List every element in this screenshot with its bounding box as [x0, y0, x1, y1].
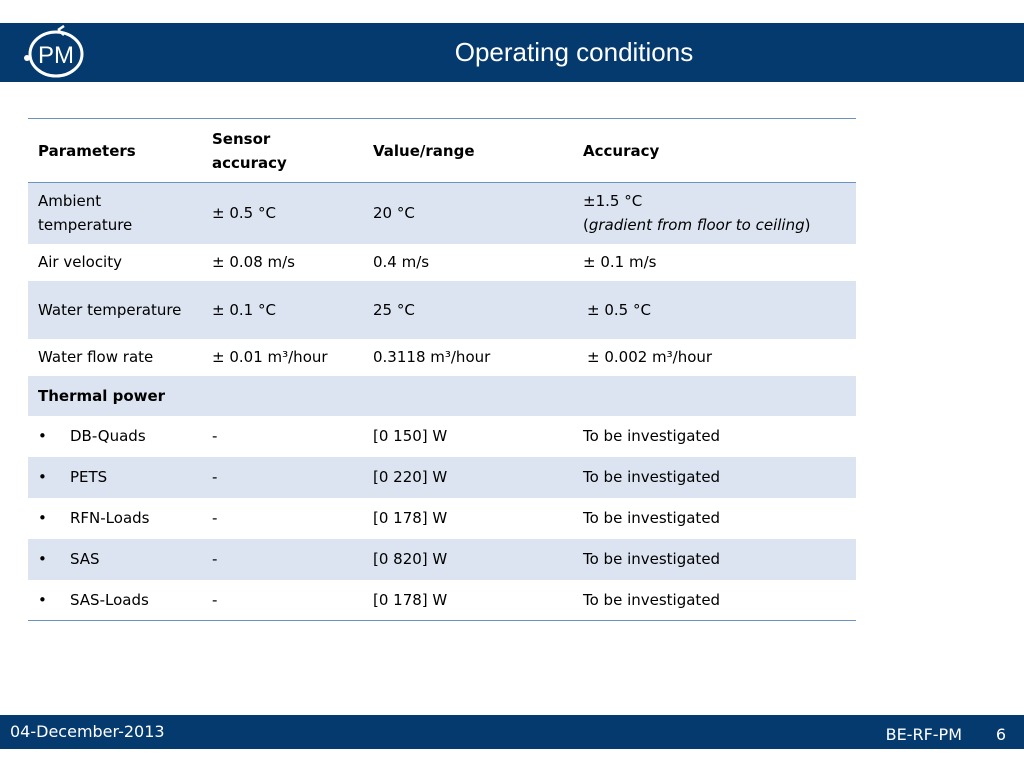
table-row-water-flow-rate [28, 339, 856, 376]
accuracy-cell: ± 0.002 m³/hour [587, 348, 713, 366]
accuracy-value: ±1.5 °C [583, 192, 643, 211]
param-cell: Water flow rate [38, 348, 154, 366]
table-row-item [28, 580, 856, 621]
item-name: RFN-Loads [70, 509, 150, 527]
accuracy-cell: To be investigated [573, 457, 856, 498]
bullet: • [38, 550, 47, 568]
logo-text: PM [38, 42, 74, 69]
item-name: SAS-Loads [70, 590, 149, 609]
sensor-cell: - [202, 539, 363, 580]
pm-logo-icon [18, 25, 92, 81]
logo [0, 23, 124, 82]
param-cell: Water temperature [28, 281, 202, 339]
item-name-cell [28, 457, 202, 498]
value-cell: 0.3118 m³/hour [373, 348, 491, 366]
item-name-cell [28, 580, 202, 621]
value-cell: [0 220] W [363, 457, 573, 498]
accuracy-cell: ± 0.5 °C [573, 281, 856, 339]
item-name-cell [28, 498, 202, 539]
bullet: • [38, 468, 47, 486]
value-cell: 25 °C [363, 281, 573, 339]
accuracy-cell: To be investigated [573, 539, 856, 580]
table-row-item [28, 457, 856, 498]
item-name: DB-Quads [70, 427, 146, 445]
sensor-cell: - [212, 427, 218, 445]
footer-bar [0, 715, 1024, 749]
value-cell: [0 150] W [373, 427, 448, 445]
accuracy-cell: ± 0.1 m/s [583, 253, 657, 271]
bullet: • [38, 427, 47, 445]
param-cell: Air velocity [38, 253, 122, 271]
accuracy-cell: To be investigated [583, 509, 721, 527]
header-bar [0, 23, 1024, 82]
item-name-cell [28, 539, 202, 580]
accuracy-cell: To be investigated [573, 580, 856, 621]
sensor-cell: ± 0.1 °C [202, 281, 363, 339]
bullet: • [38, 590, 47, 609]
column-header-accuracy: Accuracy [573, 119, 856, 183]
conditions-table [28, 118, 856, 621]
value-cell: [0 178] W [363, 580, 573, 621]
table-row-thermal-power [28, 376, 856, 416]
table-row-item [28, 539, 856, 580]
param-cell: Ambient temperature [28, 183, 202, 244]
sensor-cell: ± 0.5 °C [202, 183, 363, 244]
footer-date: 04-December-2013 [10, 722, 165, 741]
table-row-water-temperature [28, 281, 856, 339]
column-header-parameters: Parameters [28, 119, 202, 183]
sensor-cell: - [202, 457, 363, 498]
table-row-item [28, 498, 856, 539]
footer-org: BE-RF-PM [885, 725, 962, 744]
gradient-note: gradient from floor to ceiling [588, 216, 805, 235]
slide-title: Operating conditions [454, 37, 694, 67]
item-name: SAS [70, 550, 100, 568]
accuracy-cell [573, 183, 856, 244]
table-row-ambient-temperature [28, 183, 856, 244]
page-number: 6 [995, 725, 1006, 744]
value-cell: [0 178] W [373, 509, 448, 527]
item-name-cell [28, 416, 202, 457]
value-cell: [0 820] W [363, 539, 573, 580]
accuracy-cell: To be investigated [583, 427, 721, 445]
column-header-sensor-accuracy: Sensor accuracy [202, 119, 363, 183]
sensor-cell: - [212, 509, 218, 527]
table-row-item [28, 416, 856, 457]
sensor-cell: - [202, 580, 363, 621]
accuracy-note: (gradient from floor to ceiling) [583, 216, 811, 235]
section-heading: Thermal power [28, 376, 202, 416]
bullet: • [38, 509, 47, 527]
sensor-cell: ± 0.08 m/s [212, 253, 295, 271]
value-cell: 20 °C [363, 183, 573, 244]
table-row-air-velocity [28, 244, 856, 281]
item-name: PETS [70, 468, 108, 486]
column-header-value-range: Value/range [363, 119, 573, 183]
table-header-row [28, 119, 856, 183]
value-cell: 0.4 m/s [373, 253, 430, 271]
sensor-cell: ± 0.01 m³/hour [212, 348, 328, 366]
